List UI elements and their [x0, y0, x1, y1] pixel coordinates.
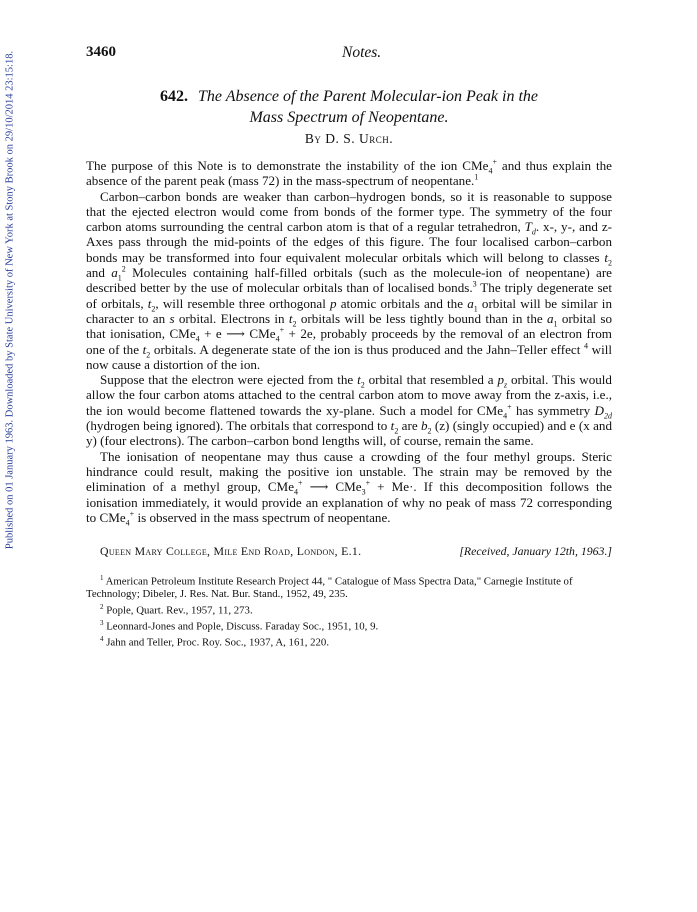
- paragraph-3: Suppose that the electron were ejected from the $t_2$ orbital that resembled a $p_z$ orbital. This would allow the four carbon atoms attached to the central carbon atom to move away from the z-axis, i.e., the ion would become flattened towards the xy-plane. Such a model for CMe$_4$+ has symmetry $D_{2d}$ (hydrogen being ignored). The orbitals that correspond to $t_2$ are $b_2$ (z) (singly occupied) and e (x and y) (four electrons). The carbon–carbon bond lengths will, of course, remain the same.: [86, 372, 612, 449]
- paragraph-1: The purpose of this Note is to demonstrate the instability of the ion CMe$_4$+ and thus explain the absence of the parent peak (mass 72) in the mass-spectrum of neopentane.$^1$: [86, 157, 612, 189]
- footnote: $^1$ American Petroleum Institute Research Project 44, " Catalogue of Mass Spectra Data," Carnegie Institute of Technology; Dibeler, J. Res. Nat. Bur. Stand., 1952, 49, 235.: [86, 574, 573, 601]
- download-sidebar: [2, 0, 18, 912]
- title-line-2: Mass Spectrum of Neopentane.: [249, 109, 449, 126]
- footnotes: [86, 572, 612, 649]
- paragraph-2: Carbon–carbon bonds are weaker than carbon–hydrogen bonds, so it is reasonable to suppose that the ejected electron would come from bonds of the former type. The symmetry of the four carbon atoms surrounding the central carbon atom is that of a regular tetrahedron, $T_d$. x-, y-, and z-Axes pass through the mid-points of the edges of this figure. The four localised carbon–carbon bonds may be transformed into four equivalent molecular orbitals which will belong to classes $t_2$ and $a_1^2$ Molecules containing half-filled orbitals (such as the molecule-ion of neopentane) are described better by the use of molecular orbitals than of localised bonds.$^3$ The triply degenerate set of orbitals, $t_2$, will resemble three orthogonal p atomic orbitals and the $a_1$ orbital will be similar in character to an s orbital. Electrons in $t_2$ orbitals will be less tightly bound than in the $a_1$ orbital so that ionisation, CMe$_4$ + e ⟶ CMe$_4$+ + 2e, probably proceeds by the removal of an electron from one of the $t_2$ orbitals. A degenerate state of the ion is thus produced and the Jahn–Teller effect $^4$ will now cause a distortion of the ion.: [86, 188, 612, 372]
- title-line-1: The Absence of the Parent Molecular-ion Peak in the: [197, 88, 539, 105]
- author-byline: By D. S. Urch.: [304, 131, 394, 146]
- article-title: [86, 86, 612, 128]
- footnote: $^3$ Leonnard-Jones and Pople, Discuss. Faraday Soc., 1951, 10, 9.: [100, 618, 379, 633]
- paragraph-4: The ionisation of neopentane may thus cause a crowding of the four methyl groups. Steric hindrance could result, making the positive ion unstable. The strain may be removed by the elimination of a methyl group, CMe$_4$+ ⟶ CMe$_3$+ + Me·. If this decomposition follows the ionisation immediately, it would provide an explanation of why no peak of mass 72 corresponding to CMe$_4$+ is observed in the mass spectrum of neopentane.: [86, 448, 612, 528]
- article-number: 642.: [159, 88, 188, 105]
- received-date: [Received, January 12th, 1963.]: [459, 544, 612, 558]
- footnote: $^4$ Jahn and Teller, Proc. Roy. Soc., 1937, A, 161, 220.: [100, 635, 330, 649]
- page-header: [86, 44, 612, 64]
- institution: Queen Mary College, Mile End Road, London, E.1.: [100, 544, 362, 558]
- footnote: $^2$ Pople, Quart. Rev., 1957, 11, 273.: [100, 602, 253, 617]
- page-number: 3460: [86, 44, 116, 60]
- download-notice: Published on 01 January 1963. Downloaded by State University of New York at Stony Brook on 29/10/2014 23:15:18.: [4, 50, 16, 550]
- running-head: Notes.: [342, 44, 382, 61]
- article-body: [86, 157, 612, 528]
